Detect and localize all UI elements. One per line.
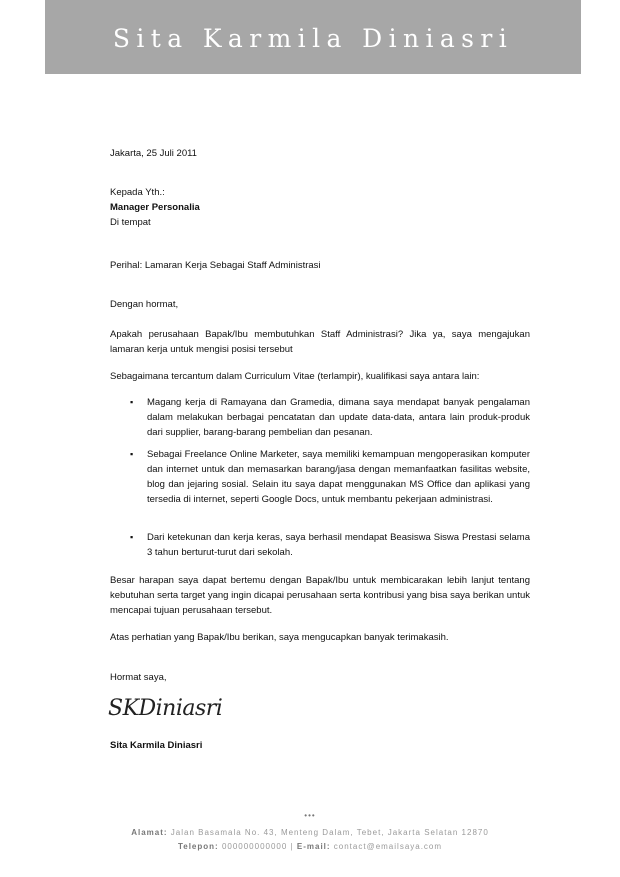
recipient-title: Manager Personalia: [110, 202, 200, 213]
bullet-text: Dari ketekunan dan kerja keras, saya berhasil mendapat Beasiswa Siswa Prestasi selama 3 tahun berturut-turut dari sekolah.: [147, 532, 530, 558]
closing-paragraph: Besar harapan saya dapat bertemu dengan Bapak/Ibu untuk membicarakan lebih lanjut tentang kebutuhan serta target yang ingin dicapai perusahaan serta kontribusi yang bisa saya berikan untuk mencapai tujuan perusahaan tersebut.: [110, 575, 530, 616]
recipient-greeting: Kepada Yth.:: [110, 187, 165, 198]
letterhead-name: Sita Karmila Diniasri: [112, 24, 514, 53]
email-link[interactable]: contact@emailsaya.com: [333, 842, 443, 851]
recipient-place: Di tempat: [110, 217, 151, 228]
bullet-square-icon: ▪: [130, 449, 134, 459]
handwritten-signature: SKDiniasri: [108, 696, 223, 721]
salutation-text: Dengan hormat,: [110, 299, 179, 310]
qualification-intro: Sebagaimana tercantum dalam Curriculum Vitae (terlampir), kualifikasi saya antara lain:: [110, 371, 480, 382]
thanks-paragraph: Atas perhatian yang Bapak/Ibu berikan, saya mengucapkan banyak terimakasih.: [110, 632, 449, 643]
subject-line: [110, 258, 530, 273]
subject-text: Perihal: Lamaran Kerja Sebagai Staff Administrasi: [110, 260, 321, 271]
bullet-square-icon: ▪: [130, 397, 134, 407]
signoff: [110, 670, 530, 685]
signoff-text: Hormat saya,: [110, 672, 167, 683]
address-label: Alamat:: [131, 828, 168, 837]
address-text: Jalan Basamala No. 43, Menteng Dalam, Tebet, Jakarta Selatan 12870: [170, 828, 489, 837]
email-label: E-mail:: [296, 842, 331, 851]
recipient-block: [110, 185, 530, 230]
phone-text: 000000000000: [221, 842, 288, 851]
intro-paragraph: Apakah perusahaan Bapak/Ibu membutuhkan Staff Administrasi? Jika ya, saya mengajukan lamaran kerja untuk mengisi posisi tersebut: [110, 329, 530, 355]
bullet-square-icon: ▪: [130, 532, 134, 542]
bullet-text: Magang kerja di Ramayana dan Gramedia, dimana saya mendapat banyak pengalaman dalam melakukan berbagai pencatatan dan update data-data, antara lain produk-produk dari supplier, barang-barang pembelian dan pesanan.: [147, 397, 530, 438]
signer-block: [110, 738, 530, 753]
footer-contact: [0, 842, 620, 851]
letterhead-banner: [45, 0, 581, 74]
letter-date: [110, 146, 530, 161]
contact-separator: |: [290, 842, 294, 851]
date-text: Jakarta, 25 Juli 2011: [110, 148, 197, 159]
footer-address: [0, 828, 620, 837]
signer-name: Sita Karmila Diniasri: [110, 740, 203, 751]
footer-divider-dots: •••: [304, 811, 316, 820]
salutation: [110, 297, 530, 312]
phone-label: Telepon:: [177, 842, 219, 851]
bullet-text: Sebagai Freelance Online Marketer, saya memiliki kemampuan mengoperasikan komputer dan internet untuk dan memasarkan barang/jasa dengan memanfaatkan fasilitas website, blog dan jejaring sosial. Selain itu saya dapat menggunakan MS Office dan aplikasi yang tersedia di internet, seperti Google Docs, untuk membantu pekerjaan administrasi.: [147, 449, 530, 505]
